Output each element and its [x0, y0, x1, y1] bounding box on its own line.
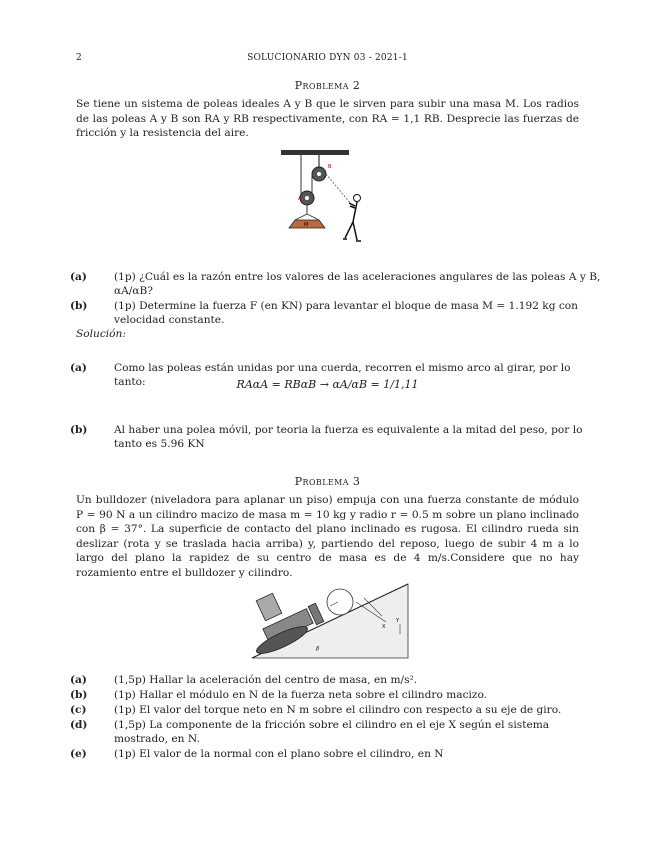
label-beta: β — [316, 646, 320, 652]
problem2-question-a: (a) (1p) ¿Cuál es la razón entre los valores de las aceleraciones angulares de las poleas A y B, αA/αB? — [70, 271, 601, 298]
solution-equation: RAαA = RBαB → αA/αB = 1/1,11 — [236, 378, 419, 391]
label-y: Y — [396, 618, 400, 624]
problem3-question-b: (b) (1p) Hallar el módulo en N de la fuerza neta sobre el cilindro macizo. — [70, 689, 488, 701]
problem3-statement: Un bulldozer (niveladora para aplanar un piso) empuja con una fuerza constante de módulo P = 90 N a un cilindro macizo de masa m = 10 kg y radio r = 0.5 m sobre un plano inclinado con β = 37°. La superficie de contacto del plano inclinado es rugosa. El cilindro rueda sin deslizar (rota y se traslada hacia arriba) y, partiendo del reposo, luego de subir 4 m a lo largo del plano la rapidez de su centro de masa es de 4 m/s.Considere que no hay rozamiento entre el bulldozer y cilindro. — [76, 494, 579, 579]
problem2-statement: Se tiene un sistema de poleas ideales A y B que le sirven para subir una masa M. Los radios de las poleas A y B son RA y RB respectivamente, con RA = 1,1 RB. Desprecie las fuerzas de fricción y la resistencia del aire. — [76, 98, 579, 139]
label-m: M — [304, 222, 309, 228]
problem2-question-b: (b) (1p) Determine la fuerza F (en KN) para levantar el bloque de masa M = 1.192 kg con velocidad constante. — [70, 300, 579, 327]
problem2-heading: Problema 2 — [294, 79, 361, 92]
ceiling-beam — [281, 150, 349, 155]
problem3-question-a: (a) (1,5p) Hallar la aceleración del centro de masa, en m/s². — [70, 674, 418, 686]
bulldozer-figure — [246, 578, 410, 660]
running-header: SOLUCIONARIO DYN 03 - 2021-1 — [247, 53, 408, 63]
problem3-question-c: (c) (1p) El valor del torque neto en N m sobre el cilindro con respecto a su eje de giro. — [70, 704, 562, 716]
solution-b: (b) Al haber una polea móvil, por teoria la fuerza es equivalente a la mitad del peso, por lo tanto es 5.96 KN — [70, 424, 583, 451]
pulling-man — [343, 195, 361, 242]
cylinder — [327, 589, 353, 615]
label-b: B — [328, 164, 332, 170]
solution-a: (a) Como las poleas están unidas por una cuerda, recorren el mismo arco al girar, por lo tanto: — [70, 362, 571, 389]
label-a: A — [298, 196, 302, 202]
solution-label: Solución: — [76, 328, 126, 340]
problem3-heading: Problema 3 — [294, 475, 361, 488]
label-x: X — [382, 624, 386, 630]
pulley-figure — [281, 148, 381, 248]
problem3-question-e: (e) (1p) El valor de la normal con el plano sobre el cilindro, en N — [70, 748, 444, 760]
page-number: 2 — [76, 53, 82, 63]
problem3-question-d: (d) (1,5p) La componente de la fricción sobre el cilindro en el eje X según el sistema mostrado, en N. — [70, 719, 550, 746]
